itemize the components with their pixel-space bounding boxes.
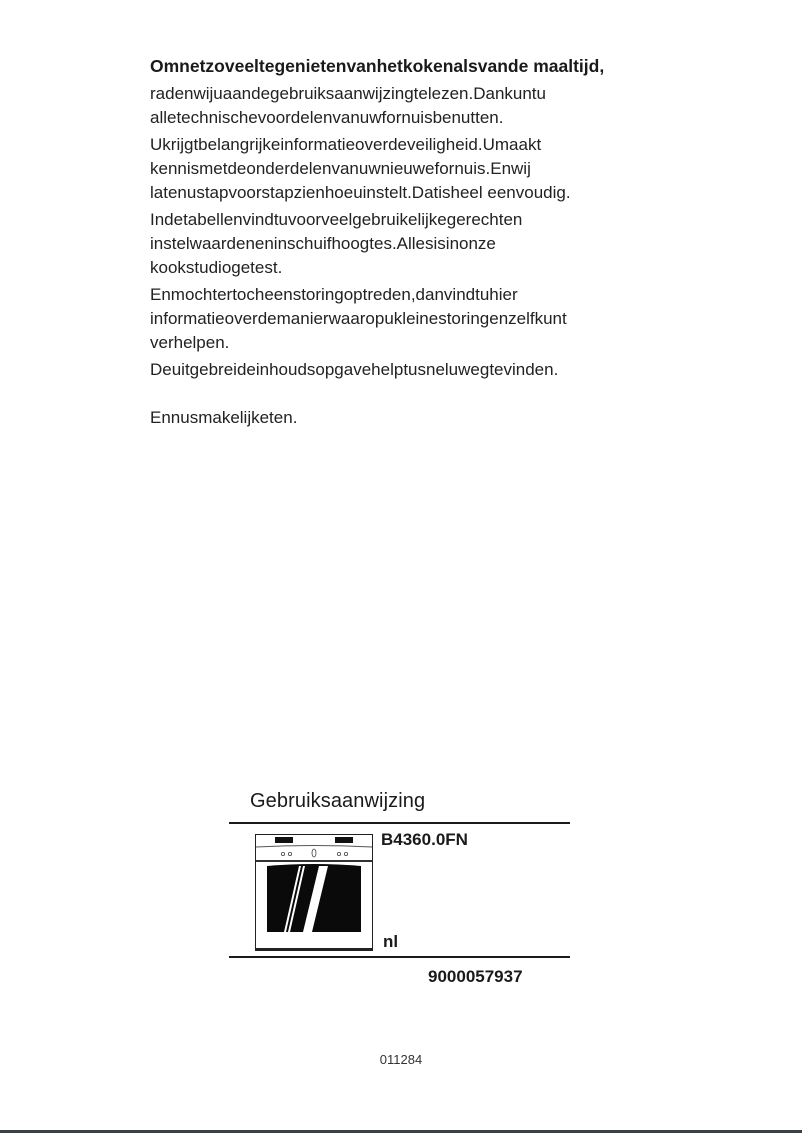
- oven-icon: [255, 834, 373, 951]
- print-code: 011284: [379, 1052, 423, 1067]
- manual-title: Gebruiksaanwijzing: [250, 790, 426, 812]
- top-divider: [229, 822, 570, 824]
- intro-heading: Omnetzoveeltegenietenvanhetkokenalsvande maaltijd,: [150, 56, 605, 76]
- bottom-divider: [229, 956, 570, 958]
- intro-text: [150, 52, 620, 433]
- intro-paragraph: Indetabellenvindtuvoorveelgebruikelijkegerechten instelwaardeneninschuifhoogtes.Allesisinonze kookstudiogetest.: [150, 210, 523, 277]
- language-code: nl: [383, 932, 399, 951]
- intro-signoff: Ennusmakelijketen.: [150, 408, 298, 427]
- part-number: 9000057937: [428, 967, 523, 986]
- model-number: B4360.0FN: [381, 830, 468, 849]
- intro-paragraph: Deuitgebreideinhoudsopgavehelptusneluwegtevinden.: [150, 360, 559, 379]
- intro-paragraph: Ukrijgtbelangrijkeinformatieoverdeveiligheid.Umaakt kennismetdeonderdelenvanuwnieuwefornuis.Enwij latenustapvoorstapzienhoeuinstelt.Datisheel eenvoudig.: [150, 135, 571, 202]
- intro-paragraph: Enmochtertocheenstoringoptreden,danvindtuhier informatieoverdemanierwaaropukleinestoringenzelfkunt verhelpen.: [150, 285, 567, 352]
- intro-paragraph: radenwijuaandegebruiksaanwijzingtelezen.Dankuntu alletechnischevoordelenvanuwfornuisbenutten.: [150, 84, 546, 127]
